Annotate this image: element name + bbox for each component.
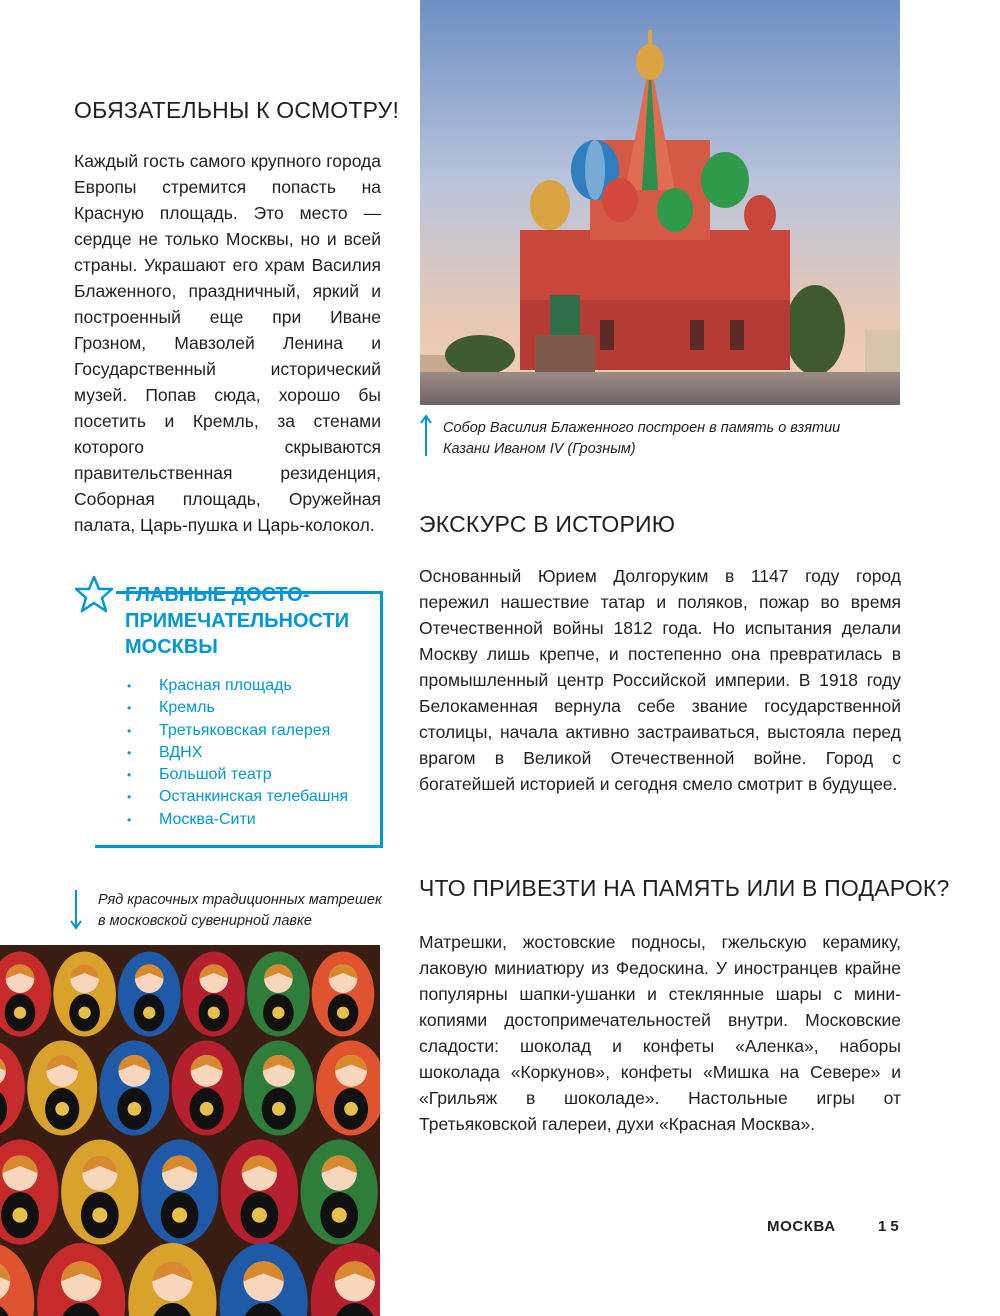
- highlight-item-label: Большой театр: [159, 766, 272, 784]
- footer-section-title: МОСКВА: [767, 1218, 836, 1235]
- highlight-item-label: Третьяковская галерея: [159, 721, 331, 739]
- bullet-icon: •: [127, 723, 132, 738]
- souvenirs-paragraph: Матрешки, жостовские подносы, гжельскую керамику, лаковую миниатюру из Федоскина. У иностранцев крайне популярны шапки-ушанки и стеклянные шары с мини-копиями достопримечательностей внутри. Московские сладости: шоколад и конфеты «Аленка», наборы шоколада «Коркунов», конфеты «Мишка на Севере» и «Грильяж в шоколаде». Настольные игры от Третьяковской галереи, духи «Красная Москва».: [419, 932, 901, 1134]
- must-see-paragraph: Каждый гость самого крупного города Европы стремится попасть на Красную площадь. Это место — сердце не только Москвы, но и всей страны. Украшают его храм Василия Блаженного, праздничный, яркий и построенный еще при Иване Грозном, Мавзолей Ленина и Государственный исторический музей. Попав сюда, хорошо бы посетить и Кремль, за стенами которого скрываются правительственная резиденция, Соборная площадь, Оружейная палата, Царь-пушка и Царь-колокол.: [74, 151, 381, 535]
- history-heading: ЭКСКУРС В ИСТОРИЮ: [419, 511, 676, 537]
- history-paragraph: Основанный Юрием Долгоруким в 1147 году город пережил нашествие татар и поляков, пожар во время Отечественной войны 1812 года. Но испытания делали Москву лишь крепче, и постепенно она превратилась в промышленный центр Российской империи. В 1918 году Белокаменная вернула себе звание государственной столицы, начала активно застраиваться, выстояла перед врагом в Великой Отечественной войне. Город с богатейшей историей и сегодня смело смотрит в будущее.: [419, 566, 901, 794]
- highlight-item: [125, 720, 348, 742]
- highlight-item: [125, 764, 348, 786]
- highlight-item-label: Красная площадь: [159, 677, 292, 694]
- highlight-item: [125, 675, 348, 697]
- bullet-icon: •: [127, 679, 132, 693]
- bullet-icon: •: [127, 745, 132, 760]
- bullet-icon: •: [127, 812, 132, 827]
- page-number: 15: [878, 1218, 903, 1235]
- bullet-icon: •: [127, 768, 132, 783]
- arrow-up-icon: [420, 414, 432, 456]
- highlights-list: [125, 675, 348, 831]
- highlight-item-label: ВДНХ: [159, 743, 203, 761]
- highlight-item-label: Москва-Сити: [159, 810, 256, 828]
- highlights-title: ГЛАВНЫЕ ДОСТО-ПРИМЕЧАТЕЛЬНОСТИ МОСКВЫ: [125, 584, 350, 658]
- cathedral-caption: Собор Василия Блаженного построен в память о взятии Казани Иваном IV (Грозным): [443, 420, 841, 457]
- souvenirs-heading: ЧТО ПРИВЕЗТИ НА ПАМЯТЬ ИЛИ В ПОДАРОК?: [419, 875, 950, 901]
- highlight-item: [125, 697, 348, 719]
- bullet-icon: •: [127, 701, 132, 716]
- matryoshka-photo: [0, 945, 380, 1316]
- highlight-item: [125, 742, 348, 764]
- star-icon: [72, 573, 116, 617]
- arrow-down-icon: [70, 890, 82, 930]
- matryoshka-caption: Ряд красочных традиционных матрешек в московской сувенирной лавке: [98, 892, 382, 929]
- highlight-item: [125, 786, 348, 808]
- highlight-item-label: Останкинская телебашня: [159, 788, 349, 806]
- highlight-item: [125, 809, 348, 831]
- bullet-icon: •: [127, 790, 132, 805]
- must-see-heading: ОБЯЗАТЕЛЬНЫ К ОСМОТРУ!: [74, 97, 400, 123]
- cathedral-photo: [420, 0, 900, 405]
- highlight-item-label: Кремль: [159, 699, 215, 717]
